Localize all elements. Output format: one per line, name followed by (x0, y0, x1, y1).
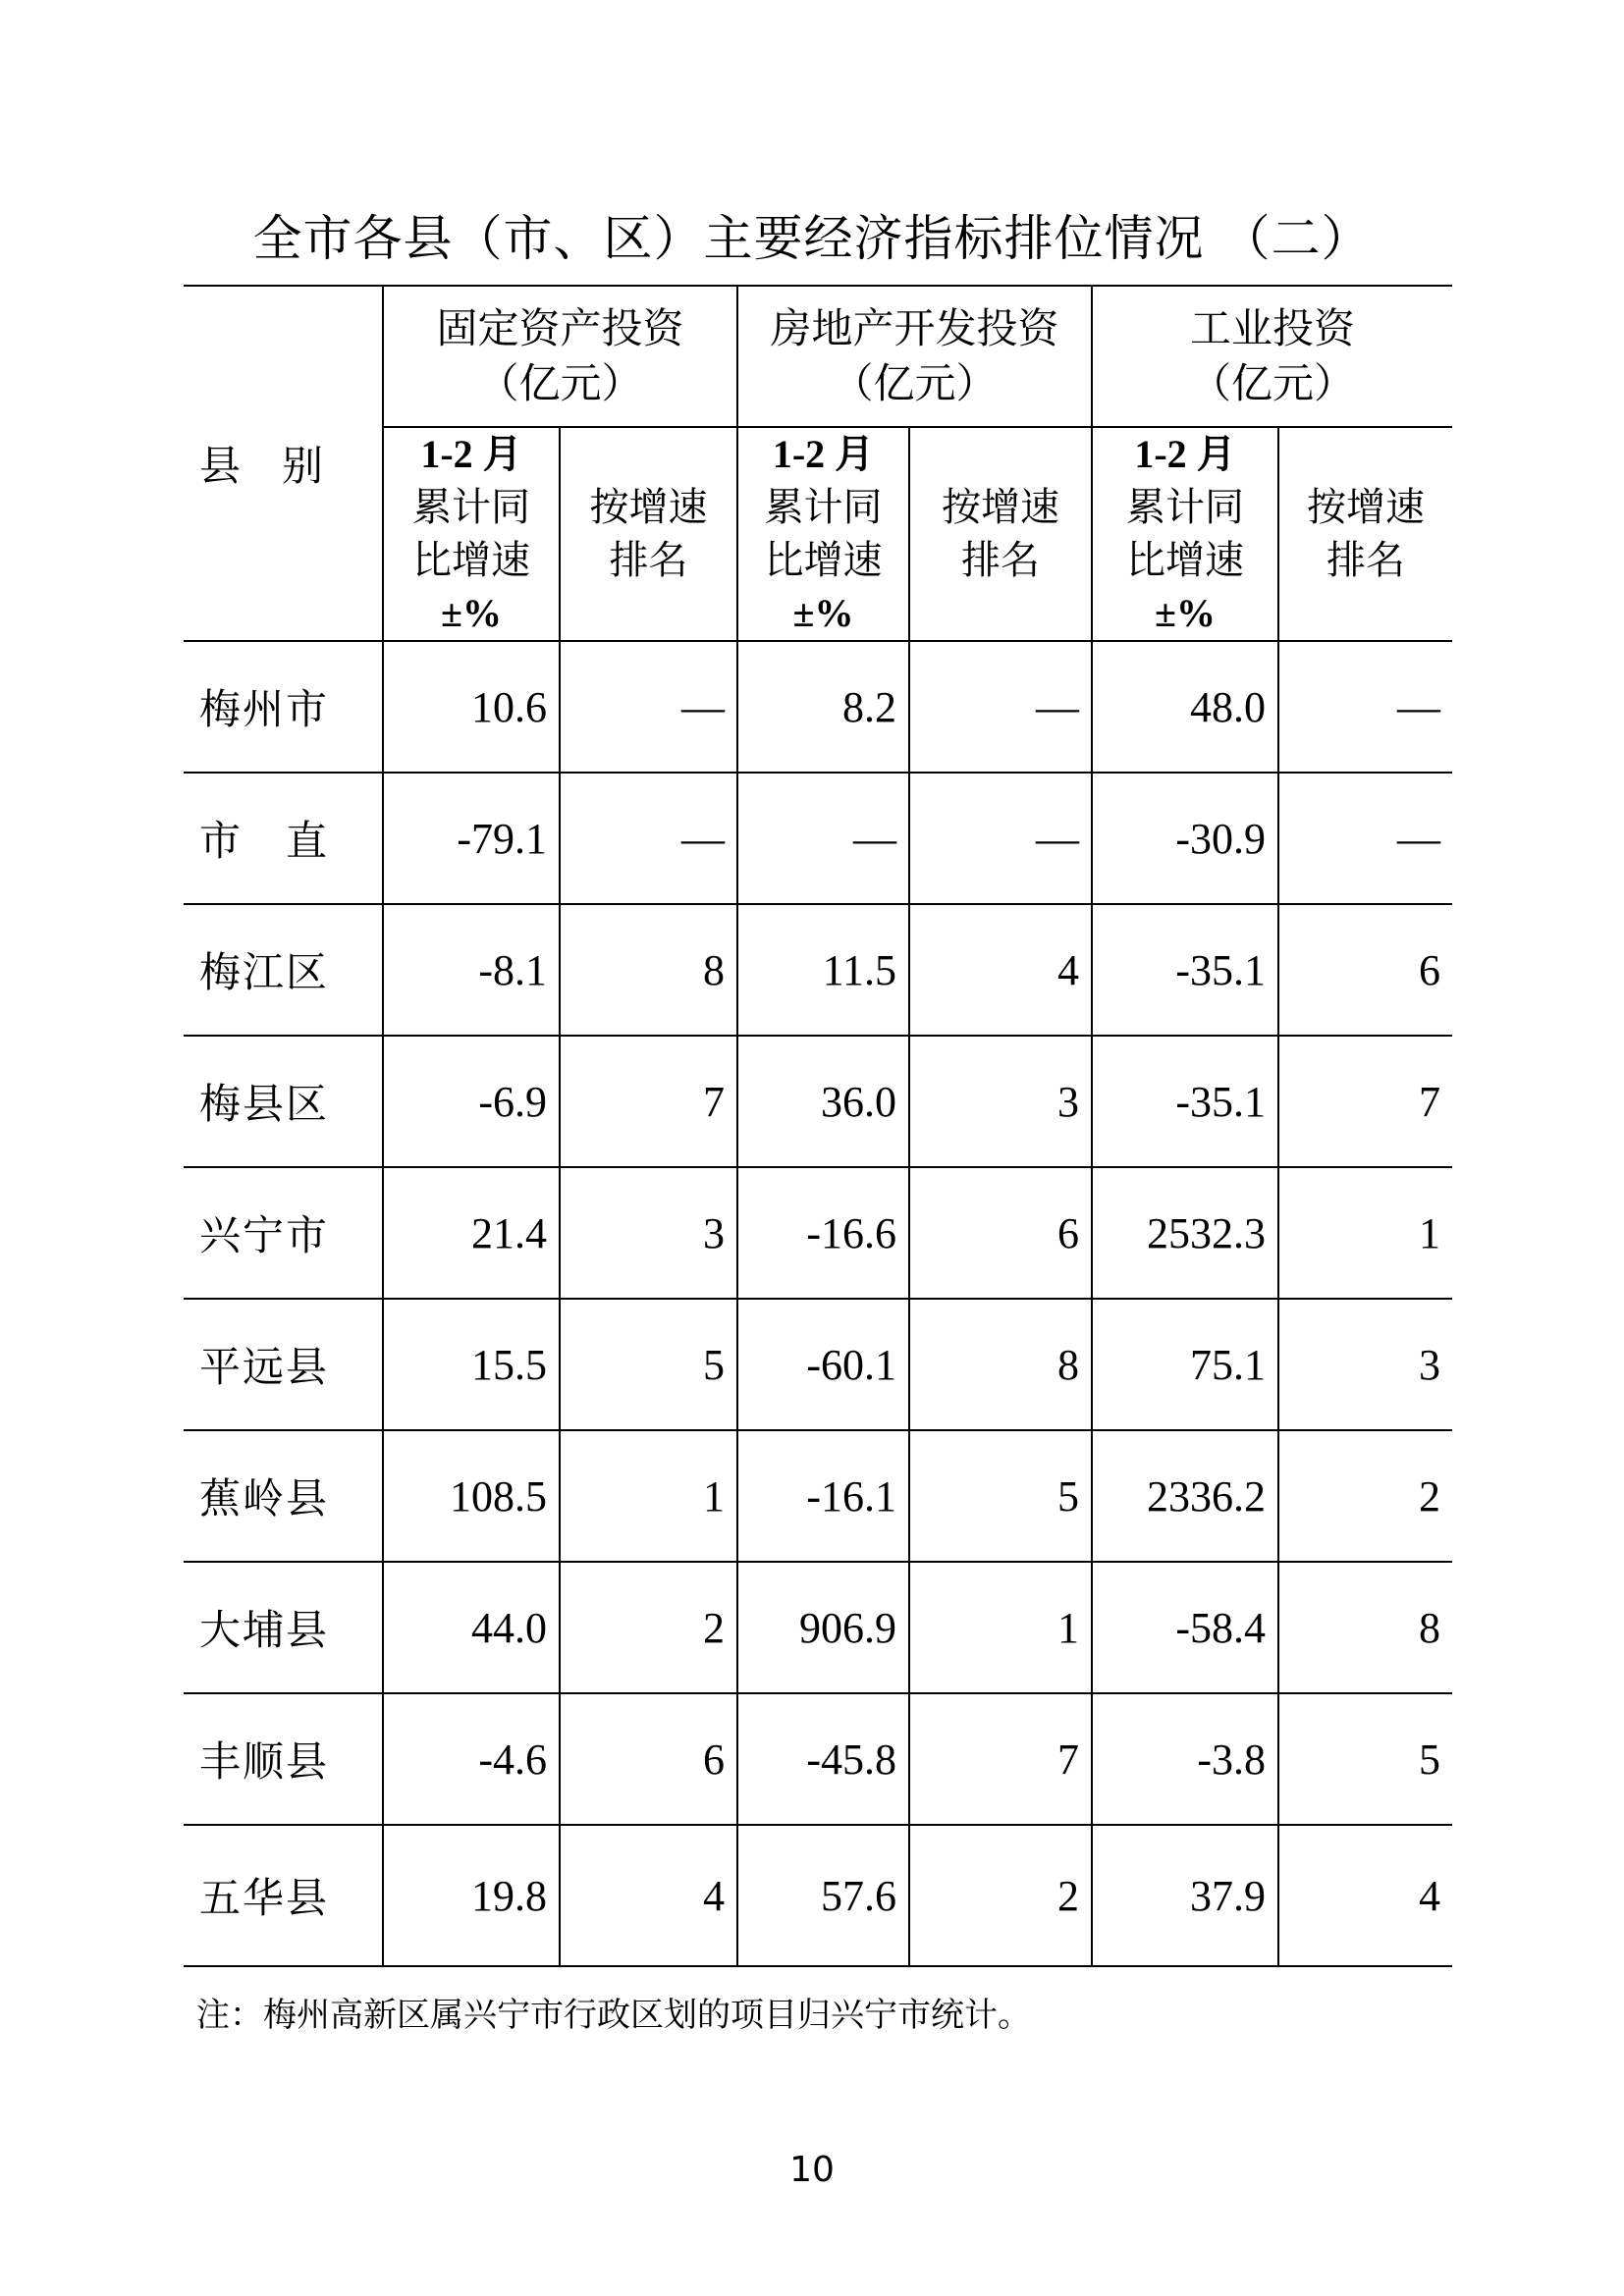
group-header-real-estate (737, 286, 1092, 427)
table-row (184, 1693, 1452, 1825)
table-row (184, 904, 1452, 1036)
indicator-ranking-table (184, 285, 1452, 1967)
growth-header-line: 累计同 (412, 485, 530, 530)
value-cell: 5 (909, 1430, 1092, 1562)
value-cell: 11.5 (737, 904, 909, 1036)
growth-header-line: ±% (441, 591, 502, 635)
growth-header-line: ±% (1155, 591, 1216, 635)
value-cell: 5 (1278, 1693, 1452, 1825)
value-cell: -45.8 (737, 1693, 909, 1825)
value-cell: -4.6 (383, 1693, 560, 1825)
value-cell: 19.8 (383, 1825, 560, 1966)
growth-header (1092, 427, 1278, 641)
value-cell: 3 (1278, 1299, 1452, 1430)
value-cell: -30.9 (1092, 773, 1278, 904)
group-name: 固定资产投资 (436, 304, 684, 352)
value-cell: 10.6 (383, 641, 560, 773)
table-row (184, 1167, 1452, 1299)
value-cell: 8 (909, 1299, 1092, 1430)
group-unit: （亿元） (1190, 359, 1356, 407)
value-cell: 6 (909, 1167, 1092, 1299)
value-cell: 6 (1278, 904, 1452, 1036)
value-cell: 2532.3 (1092, 1167, 1278, 1299)
county-cell: 大埔县 (184, 1562, 383, 1693)
county-cell: 兴宁市 (184, 1167, 383, 1299)
county-header: 县 别 (184, 286, 383, 641)
value-cell: -6.9 (383, 1036, 560, 1167)
value-cell: 1 (909, 1562, 1092, 1693)
value-cell: -35.1 (1092, 1036, 1278, 1167)
group-unit: （亿元） (832, 359, 998, 407)
page-number: 10 (789, 2150, 835, 2190)
value-cell: — (909, 773, 1092, 904)
table-row (184, 1299, 1452, 1430)
growth-header (383, 427, 560, 641)
value-cell: — (1278, 773, 1452, 904)
growth-header-line: 比增速 (412, 538, 530, 583)
value-cell: -35.1 (1092, 904, 1278, 1036)
value-cell: 36.0 (737, 1036, 909, 1167)
value-cell: -16.6 (737, 1167, 909, 1299)
county-cell: 蕉岭县 (184, 1430, 383, 1562)
footnote: 注：梅州高新区属兴宁市行政区划的项目归兴宁市统计。 (196, 1996, 1031, 2035)
value-cell: 4 (909, 904, 1092, 1036)
county-cell: 市 直 (184, 773, 383, 904)
rank-header-line: 排名 (609, 538, 688, 583)
value-cell: 4 (1278, 1825, 1452, 1966)
value-cell: -60.1 (737, 1299, 909, 1430)
growth-header (737, 427, 909, 641)
county-cell: 梅江区 (184, 904, 383, 1036)
rank-header (1278, 427, 1452, 641)
value-cell: 3 (560, 1167, 737, 1299)
growth-header-line: ±% (792, 591, 854, 635)
value-cell: — (737, 773, 909, 904)
value-cell: 5 (560, 1299, 737, 1430)
growth-header-line: 比增速 (1126, 538, 1245, 583)
value-cell: -3.8 (1092, 1693, 1278, 1825)
rank-header (909, 427, 1092, 641)
value-cell: 2 (909, 1825, 1092, 1966)
growth-header-line: 累计同 (764, 485, 883, 530)
value-cell: 3 (909, 1036, 1092, 1167)
group-header-fixed-asset (383, 286, 737, 427)
rank-header-line: 按增速 (589, 485, 708, 530)
county-cell: 五华县 (184, 1825, 383, 1966)
value-cell: 1 (560, 1430, 737, 1562)
value-cell: 48.0 (1092, 641, 1278, 773)
value-cell: 75.1 (1092, 1299, 1278, 1430)
value-cell: 44.0 (383, 1562, 560, 1693)
growth-header-line: 1-2 月 (1134, 432, 1236, 476)
header-row-groups (184, 286, 1452, 427)
value-cell: 15.5 (383, 1299, 560, 1430)
value-cell: 6 (560, 1693, 737, 1825)
value-cell: -79.1 (383, 773, 560, 904)
table-row (184, 1825, 1452, 1966)
table-row (184, 1430, 1452, 1562)
table-row (184, 1036, 1452, 1167)
value-cell: 2 (1278, 1430, 1452, 1562)
group-unit: （亿元） (477, 359, 643, 407)
group-name: 工业投资 (1190, 304, 1356, 352)
page-title: 全市各县（市、区）主要经济指标排位情况 （二） (252, 210, 1372, 267)
value-cell: 37.9 (1092, 1825, 1278, 1966)
value-cell: -16.1 (737, 1430, 909, 1562)
rank-header-line: 按增速 (942, 485, 1060, 530)
value-cell: 7 (909, 1693, 1092, 1825)
value-cell: 906.9 (737, 1562, 909, 1693)
value-cell: 7 (1278, 1036, 1452, 1167)
growth-header-line: 1-2 月 (772, 432, 875, 476)
county-cell: 平远县 (184, 1299, 383, 1430)
growth-header-line: 累计同 (1126, 485, 1245, 530)
value-cell: -8.1 (383, 904, 560, 1036)
group-header-industrial (1092, 286, 1452, 427)
value-cell: 1 (1278, 1167, 1452, 1299)
county-cell: 梅县区 (184, 1036, 383, 1167)
county-cell: 丰顺县 (184, 1693, 383, 1825)
table-row (184, 641, 1452, 773)
value-cell: 57.6 (737, 1825, 909, 1966)
group-name: 房地产开发投资 (770, 304, 1059, 352)
rank-header-line: 按增速 (1307, 485, 1426, 530)
value-cell: -58.4 (1092, 1562, 1278, 1693)
value-cell: 2 (560, 1562, 737, 1693)
value-cell: 21.4 (383, 1167, 560, 1299)
value-cell: 8.2 (737, 641, 909, 773)
rank-header (560, 427, 737, 641)
value-cell: 2336.2 (1092, 1430, 1278, 1562)
table-row (184, 1562, 1452, 1693)
rank-header-line: 排名 (961, 538, 1041, 583)
value-cell: 4 (560, 1825, 737, 1966)
value-cell: — (1278, 641, 1452, 773)
value-cell: 8 (560, 904, 737, 1036)
value-cell: — (909, 641, 1092, 773)
county-cell: 梅州市 (184, 641, 383, 773)
rank-header-line: 排名 (1326, 538, 1406, 583)
value-cell: 108.5 (383, 1430, 560, 1562)
value-cell: 8 (1278, 1562, 1452, 1693)
growth-header-line: 比增速 (764, 538, 883, 583)
table-row (184, 773, 1452, 904)
growth-header-line: 1-2 月 (420, 432, 522, 476)
value-cell: — (560, 641, 737, 773)
value-cell: 7 (560, 1036, 737, 1167)
value-cell: — (560, 773, 737, 904)
